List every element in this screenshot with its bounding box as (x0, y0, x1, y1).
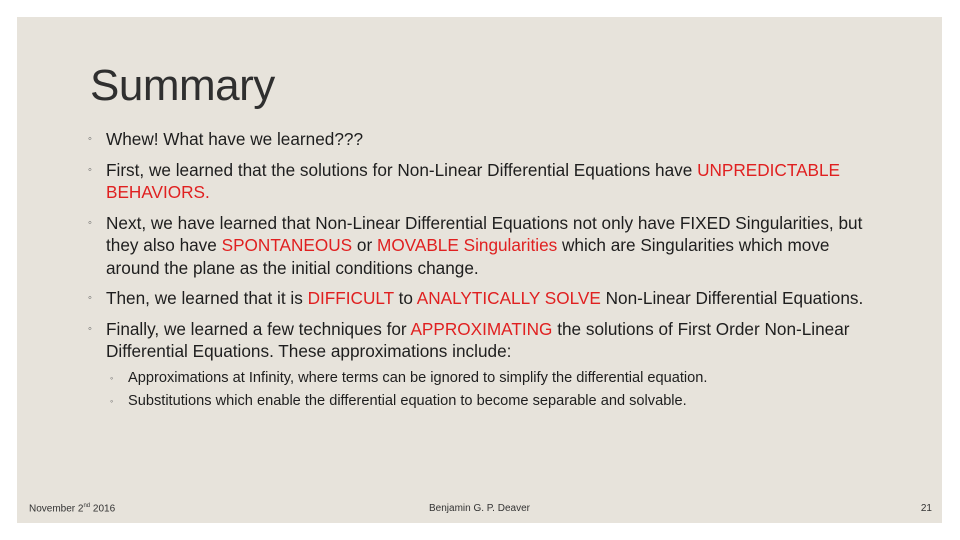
footer-date-main: November 2 (29, 503, 84, 515)
bullet-item (87, 212, 887, 280)
highlight-text: DIFFICULT (307, 288, 394, 308)
bullet-circle-icon: ◦ (88, 322, 92, 335)
bullet-item (87, 128, 887, 151)
footer-date (29, 503, 115, 514)
bullet-circle-icon: ◦ (88, 133, 92, 145)
bullet-list (87, 128, 887, 422)
sub-bullet-text: Approximations at Infinity, where terms can be ignored to simplify the differential equation. (128, 369, 708, 386)
bullet-text: Next, we have learned that Non-Linear Differential Equations not only have FIXED Singularities, but they also have (106, 212, 863, 255)
slide-title: Summary (90, 61, 275, 110)
highlight-text: SPONTANEOUS (221, 235, 353, 255)
bullet-text: which are Singularities which move around the plane as the initial conditions change. (106, 235, 830, 278)
bullet-circle-icon: ◦ (88, 216, 92, 229)
sub-bullet-item (106, 367, 887, 391)
sub-bullet-circle-icon: ◦ (110, 396, 114, 406)
footer-date-suffix: nd (83, 503, 91, 509)
bullet-circle-icon: ◦ (88, 163, 92, 176)
bullet-text: or (352, 235, 377, 255)
bullet-circle-icon: ◦ (88, 292, 92, 304)
sub-bullet-text: Substitutions which enable the differential equation to become separable and solvable. (128, 393, 687, 409)
page-number: 21 (920, 503, 932, 514)
slide (17, 17, 942, 523)
bullet-item (87, 287, 887, 310)
bullet-text: to (393, 288, 417, 308)
highlight-text: APPROXIMATING (410, 318, 553, 339)
bullet-text: Finally, we learned a few techniques for (106, 318, 411, 339)
bullet-text: Non-Linear Differential Equations. (600, 288, 864, 308)
highlight-text: UNPREDICTABLE BEHAVIORS. (106, 159, 841, 202)
highlight-text: ANALYTICALLY SOLVE (416, 288, 601, 308)
footer-author: Benjamin G. P. Deaver (429, 503, 530, 514)
bullet-text: Whew! What have we learned??? (106, 129, 363, 149)
bullet-text: Then, we learned that it is (106, 288, 308, 308)
highlight-text: MOVABLE Singularities (377, 235, 558, 255)
sub-bullet-item (106, 390, 887, 414)
sub-bullet-circle-icon: ◦ (110, 372, 114, 383)
footer-date-year: 2016 (90, 503, 116, 515)
sub-bullet-list (106, 367, 887, 414)
bullet-text: the solutions of First Order Non-Linear Differential Equations. These approximations include: (106, 318, 850, 361)
bullet-item (87, 318, 887, 414)
bullet-item (87, 159, 887, 204)
bullet-text: First, we learned that the solutions for Non-Linear Differential Equations have (106, 159, 698, 180)
